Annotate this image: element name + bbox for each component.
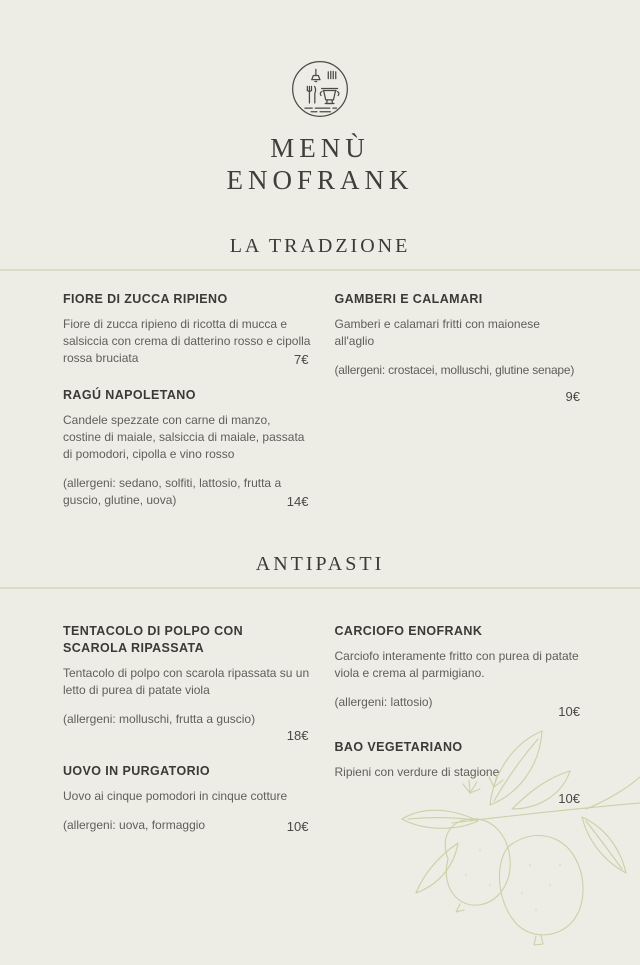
menu-item-bao-vegetariano <box>335 739 583 806</box>
dish-description: Uovo ai cinque pomodori in cinque cotture <box>63 788 288 803</box>
dish-description: Gamberi e calamari fritti con maionese all'aglio <box>334 316 540 348</box>
dish-name: RAGÚ NAPOLETANO <box>63 387 196 402</box>
dish-price: 14€ <box>286 493 309 509</box>
dish-allergens: (allergeni: sedano, solfiti, lattosio, frutta a guscio, glutine, uova) <box>63 475 282 507</box>
menu-item-ragu-napoletano <box>63 387 311 509</box>
left-column <box>63 291 311 529</box>
right-column <box>335 623 583 854</box>
dish-description: Tentacolo di polpo con scarola ripassata su un letto di purea di patate viola <box>63 665 310 697</box>
dish-name: CARCIOFO ENOFRANK <box>334 623 483 638</box>
menu-title-line2: ENOFRANK <box>226 165 414 196</box>
dish-allergens: (allergeni: molluschi, frutta a guscio) <box>63 711 256 726</box>
menu-item-fiore-di-zucca <box>63 291 311 367</box>
menu-item-tentacolo-di-polpo <box>63 623 311 743</box>
menu-header <box>0 60 640 197</box>
dish-description: Candele spezzate con carne di manzo, costine di maiale, salsiccia di maiale, passata di pomodori, cipolla e vino rosso <box>63 412 305 461</box>
dish-price: 7€ <box>294 351 309 367</box>
dish-description: Carciofo interamente fritto con purea di patate viola e crema al parmigiano. <box>334 648 579 680</box>
section-la-tradzione <box>0 235 640 529</box>
dish-name: GAMBERI E CALAMARI <box>334 291 483 306</box>
menu-item-carciofo-enofrank <box>335 623 583 719</box>
restaurant-pot-and-cutlery-icon <box>291 60 349 118</box>
dish-name: BAO VEGETARIANO <box>334 739 463 754</box>
dish-name: FIORE DI ZUCCA RIPIENO <box>63 291 228 306</box>
dish-price: 9€ <box>565 388 580 404</box>
section-antipasti <box>0 553 640 854</box>
dish-name: UOVO IN PURGATORIO <box>63 763 211 778</box>
left-column <box>63 623 311 854</box>
dish-description: Fiore di zucca ripieno di ricotta di mucca e salsiccia con crema di datterino rosso e cipolla rossa bruciata <box>63 316 311 365</box>
dish-allergens: (allergeni: crostacei, molluschi, glutine senape) <box>334 362 575 377</box>
dish-name: TENTACOLO DI POLPO CON SCAROLA RIPASSATA <box>63 623 244 655</box>
dish-price: 10€ <box>558 703 580 719</box>
dish-allergens: (allergeni: lattosio) <box>334 694 433 709</box>
dish-allergens: (allergeni: uova, formaggio <box>63 817 206 832</box>
section-title: ANTIPASTI <box>255 552 385 575</box>
menu-item-uovo-in-purgatorio <box>63 763 311 834</box>
dish-price: 10€ <box>558 790 580 806</box>
dish-price: 18€ <box>286 727 309 743</box>
menu-title-line1: MENÙ <box>270 133 370 163</box>
section-title: LA TRADZIONE <box>229 234 411 257</box>
right-column <box>335 291 583 529</box>
dish-description: Ripieni con verdure di stagione <box>334 764 500 779</box>
menu-item-gamberi-e-calamari <box>335 291 583 404</box>
page-title <box>0 132 640 197</box>
dish-price: 10€ <box>286 818 309 834</box>
